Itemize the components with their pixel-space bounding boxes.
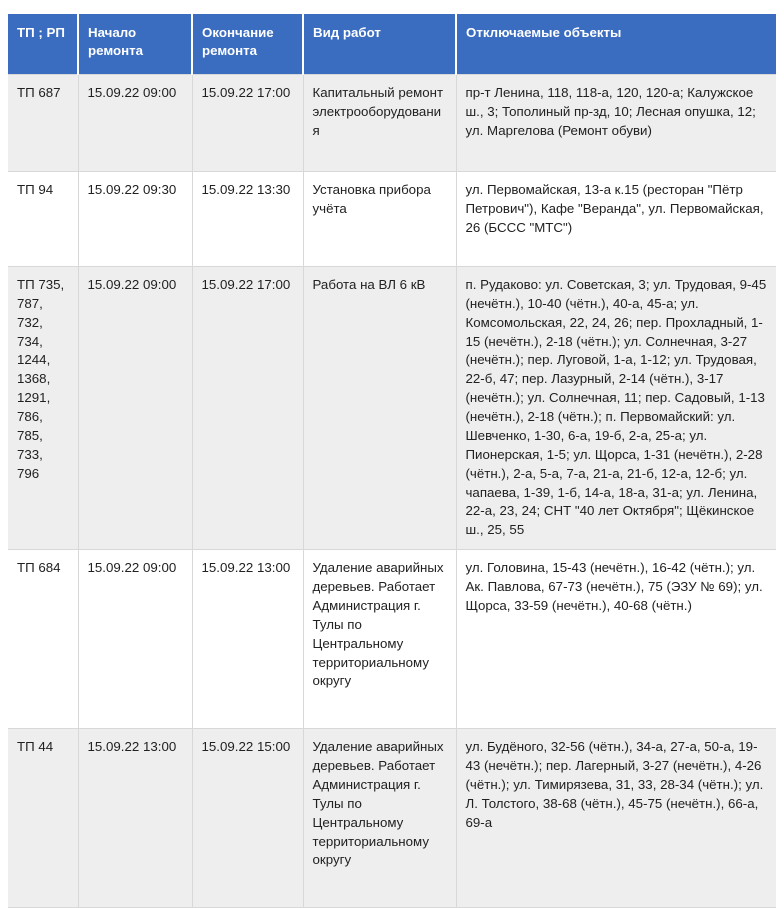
disconnected-objects-value: ул. Первомайская, 13-а к.15 (ресторан "Пётр Петрович"), Кафе "Веранда", ул. Первомайская, 26 (БССС "МТС")	[465, 181, 764, 235]
cell-repair-end	[192, 729, 303, 908]
repair-start-value: 15.09.22 09:30	[87, 181, 177, 197]
tp-rp-value: ТП 684	[17, 560, 61, 576]
repair-start-value: 15.09.22 09:00	[87, 84, 177, 100]
work-type-value: Удаление аварийных деревьев. Работает Администрация г. Тулы по Центральному территориальному округу	[312, 739, 444, 868]
tp-rp-value: ТП 735, 787, 732, 734, 1244, 1368, 1291, 786, 785, 733, 796	[17, 276, 65, 481]
cell-repair-end	[192, 171, 303, 266]
cell-repair-start	[78, 550, 192, 729]
cell-disconnected-objects	[456, 550, 776, 729]
repair-end-value: 15.09.22 13:30	[201, 181, 291, 197]
cell-work-type	[303, 729, 456, 908]
column-header-disconnected-objects: Отключаемые объекты	[456, 14, 776, 74]
tp-rp-value: ТП 94	[17, 181, 54, 197]
cell-repair-start	[78, 266, 192, 549]
repair-start-value: 15.09.22 09:00	[87, 276, 177, 292]
cell-disconnected-objects	[456, 74, 776, 171]
cell-repair-start	[78, 74, 192, 171]
disconnected-objects-value: ул. Будёного, 32-56 (чётн.), 34-а, 27-а, 50-а, 19-43 (нечётн.); пер. Лагерный, 3-27 (нечётн.), 4-26 (чётн.); ул. Тимирязева, 31, 33, 28-34 (чётн.); ул. Л. Толстого, 38-68 (чётн.), 45-75 (нечётн.), 66-а, 69-а	[465, 739, 764, 830]
cell-disconnected-objects	[456, 266, 776, 549]
table-row	[8, 266, 776, 549]
cell-tp-rp	[8, 171, 78, 266]
column-header-repair-start: Начало ремонта	[78, 14, 192, 74]
cell-work-type	[303, 266, 456, 549]
table-row	[8, 729, 776, 908]
outage-schedule-table	[8, 14, 776, 908]
repair-end-value: 15.09.22 15:00	[201, 739, 291, 755]
cell-repair-end	[192, 74, 303, 171]
column-header-work-type: Вид работ	[303, 14, 456, 74]
work-type-value: Установка прибора учёта	[312, 181, 431, 216]
disconnected-objects-value: пр-т Ленина, 118, 118-а, 120, 120-а; Калужское ш., 3; Тополиный пр-зд, 10; Лесная опушка, 12; ул. Маргелова (Ремонт обуви)	[465, 84, 756, 138]
table-body	[8, 74, 776, 907]
cell-work-type	[303, 74, 456, 171]
disconnected-objects-value: ул. Головина, 15-43 (нечётн.), 16-42 (чётн.); ул. Ак. Павлова, 67-73 (нечётн.), 75 (ЭЗУ № 69); ул. Щорса, 33-59 (нечётн.), 40-68 (чётн.)	[465, 560, 763, 613]
outage-schedule-container	[8, 14, 776, 908]
cell-tp-rp	[8, 729, 78, 908]
table-header-row	[8, 14, 776, 74]
table-row	[8, 74, 776, 171]
cell-repair-end	[192, 266, 303, 549]
cell-disconnected-objects	[456, 729, 776, 908]
table-row	[8, 171, 776, 266]
cell-tp-rp	[8, 266, 78, 549]
table-header	[8, 14, 776, 74]
cell-tp-rp	[8, 550, 78, 729]
cell-repair-end	[192, 550, 303, 729]
cell-repair-start	[78, 171, 192, 266]
cell-repair-start	[78, 729, 192, 908]
cell-work-type	[303, 171, 456, 266]
repair-start-value: 15.09.22 13:00	[87, 739, 177, 755]
repair-end-value: 15.09.22 17:00	[201, 84, 291, 100]
tp-rp-value: ТП 687	[17, 84, 61, 100]
cell-work-type	[303, 550, 456, 729]
work-type-value: Удаление аварийных деревьев. Работает Администрация г. Тулы по Центральному территориальному округу	[312, 560, 444, 689]
cell-disconnected-objects	[456, 171, 776, 266]
repair-start-value: 15.09.22 09:00	[87, 560, 177, 576]
repair-end-value: 15.09.22 13:00	[201, 560, 291, 576]
disconnected-objects-value: п. Рудаково: ул. Советская, 3; ул. Трудовая, 9-45 (нечётн.), 10-40 (чётн.), 40-а, 45-а; ул. Комсомольская, 22, 24, 26; пер. Прохладный, 1-15 (нечётн.), 2-18 (чётн.); ул. Солнечная, 3-27 (нечётн.); пер. Луговой, 1-а, 1-12; ул. Трудовая, 22-б, 47; пер. Лазурный, 2-14 (чётн.), 3-17 (нечётн.); ул. Солнечная, 11; пер. Садовый, 1-13 (нечётн.), 2-18 (чётн.); п. Первомайский: ул. Шевченко, 1-30, 6-а, 19-б, 2-а, 25-а; ул. Пионерская, 1-5; ул. Щорса, 1-31 (нечётн.), 2-28 (чётн.), 2-а, 5-а, 7-а, 21-а, 21-б, 12-а, 12-б; ул. чапаева, 1-39, 1-б, 14-а, 18-а, 31-а; ул. Ленина, 22-а, 23, 24; СНТ "40 лет Октября"; Щёкинское ш., 25, 55	[465, 276, 767, 538]
cell-tp-rp	[8, 74, 78, 171]
tp-rp-value: ТП 44	[17, 739, 54, 755]
table-row	[8, 550, 776, 729]
column-header-tp-rp: ТП ; РП	[8, 14, 78, 74]
work-type-value: Работа на ВЛ 6 кВ	[312, 276, 426, 292]
column-header-repair-end: Окончание ремонта	[192, 14, 303, 74]
repair-end-value: 15.09.22 17:00	[201, 276, 291, 292]
work-type-value: Капитальный ремонт электрооборудования	[312, 84, 444, 138]
